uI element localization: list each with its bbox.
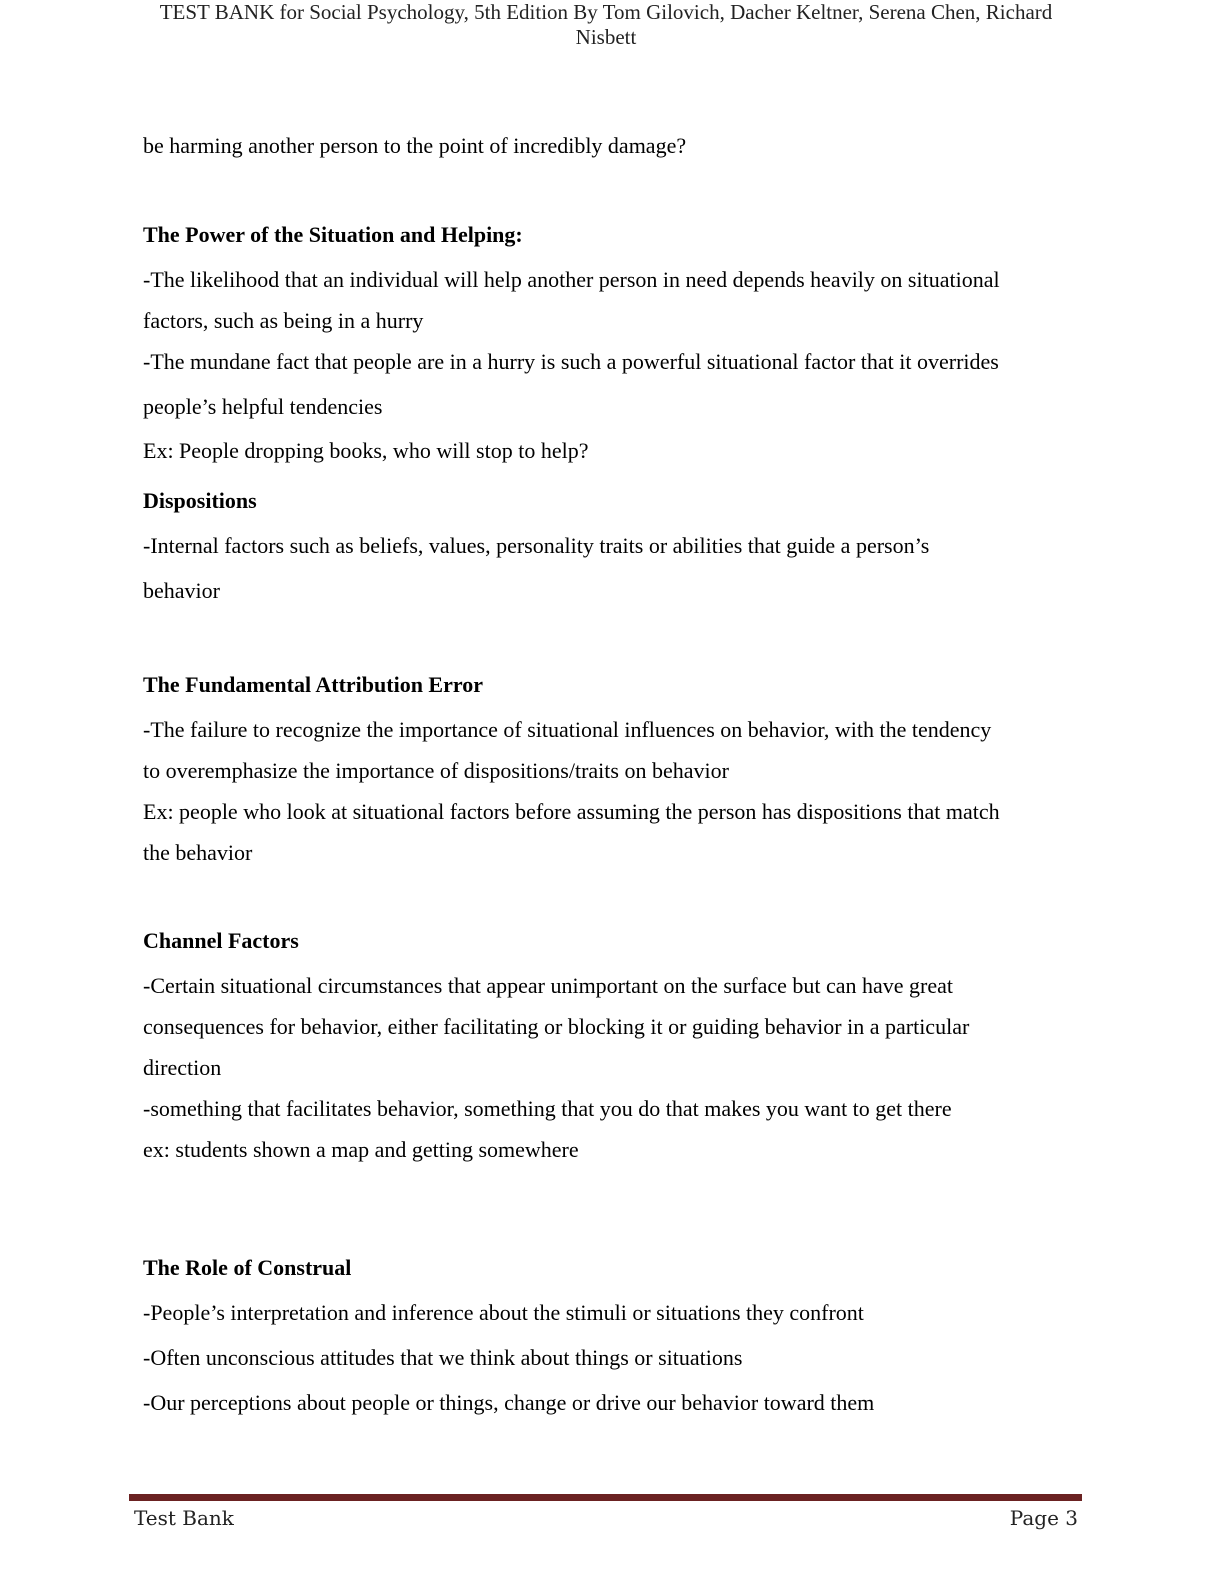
body-line: -Our perceptions about people or things, change or drive our behavior toward them xyxy=(143,1390,875,1415)
section-heading-role-of-construal: The Role of Construal xyxy=(143,1255,352,1280)
body-line: -The likelihood that an individual will help another person in need depends heavily on situational xyxy=(143,267,1000,292)
footer-divider xyxy=(129,1494,1082,1501)
section-heading-channel-factors: Channel Factors xyxy=(143,928,299,953)
page-header xyxy=(130,0,1082,50)
body-line: -something that facilitates behavior, something that you do that makes you want to get there xyxy=(143,1096,952,1121)
body-line: Ex: People dropping books, who will stop to help? xyxy=(143,438,589,463)
body-line: -Certain situational circumstances that appear unimportant on the surface but can have great xyxy=(143,973,954,998)
footer-page-number: Page 3 xyxy=(1009,1506,1078,1530)
body-line: factors, such as being in a hurry xyxy=(143,308,424,333)
body-line: direction xyxy=(143,1055,222,1080)
body-line: -People’s interpretation and inference about the stimuli or situations they confront xyxy=(143,1300,864,1325)
body-line: people’s helpful tendencies xyxy=(143,394,383,419)
header-title-line2: Nisbett xyxy=(575,25,637,49)
body-line: behavior xyxy=(143,578,220,603)
body-line: to overemphasize the importance of dispositions/traits on behavior xyxy=(143,758,729,783)
body-line: Ex: people who look at situational factors before assuming the person has dispositions that match xyxy=(143,799,1000,824)
section-heading-power-of-situation: The Power of the Situation and Helping: xyxy=(143,222,523,247)
body-line: -Internal factors such as beliefs, values, personality traits or abilities that guide a person’s xyxy=(143,533,930,558)
body-line: the behavior xyxy=(143,840,253,865)
body-line: be harming another person to the point of incredibly damage? xyxy=(143,133,687,158)
body-line: consequences for behavior, either facilitating or blocking it or guiding behavior in a particular xyxy=(143,1014,970,1039)
footer-left-label: Test Bank xyxy=(134,1506,234,1530)
body-line: -Often unconscious attitudes that we think about things or situations xyxy=(143,1345,743,1370)
body-line: ex: students shown a map and getting somewhere xyxy=(143,1137,579,1162)
body-line: -The mundane fact that people are in a hurry is such a powerful situational factor that it overrides xyxy=(143,349,999,374)
section-heading-dispositions: Dispositions xyxy=(143,488,257,513)
body-line: -The failure to recognize the importance of situational influences on behavior, with the tendency xyxy=(143,717,992,742)
header-title-line1: TEST BANK for Social Psychology, 5th Edition By Tom Gilovich, Dacher Keltner, Serena Chen, Richard xyxy=(159,0,1053,24)
section-heading-fundamental-attribution-error: The Fundamental Attribution Error xyxy=(143,672,484,697)
